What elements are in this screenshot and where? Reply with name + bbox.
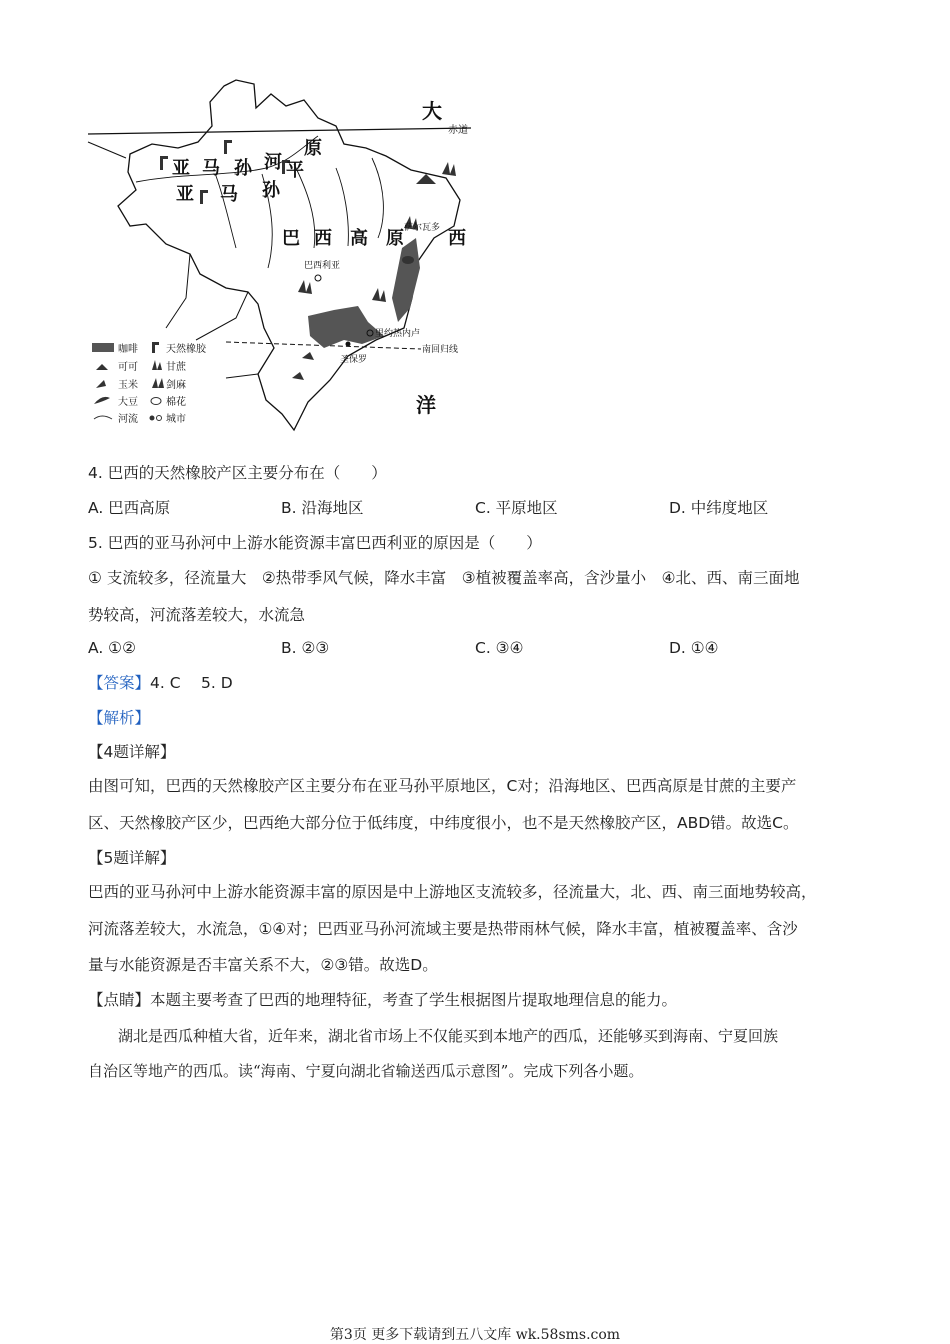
detail5-title: 【5题详解】 <box>88 849 176 867</box>
legend-soybean: 大豆 <box>118 397 138 408</box>
legend-cotton: 棉花 <box>166 397 186 408</box>
label-salvador: 萨尔瓦多 <box>404 223 441 233</box>
legend-coffee: 咖啡 <box>118 344 138 355</box>
river-char-3: 孙 <box>262 180 280 201</box>
plain-char-4: 平 <box>286 160 304 181</box>
label-xi: 西 <box>448 228 466 249</box>
detail4-line1: 由图可知，巴西的天然橡胶产区主要分布在亚马孙平原地区，C对；沿海地区、巴西高原是甘蔗的主要产 <box>88 777 797 795</box>
q5-statements-line2: 势较高，河流落差较大，水流急 <box>88 606 306 624</box>
river-char-2: 马 <box>220 184 238 205</box>
legend-sugarcane: 甘蔗 <box>166 362 186 373</box>
brasilia-marker <box>315 275 321 281</box>
brazil-agriculture-map <box>86 78 486 434</box>
label-brasilia: 巴西利亚 <box>304 261 341 271</box>
coffee-region-east <box>392 238 420 322</box>
plain-char-1: 亚 <box>172 158 190 179</box>
map-svg <box>86 78 486 434</box>
label-yang: 洋 <box>416 393 436 417</box>
label-saopaulo: 圣保罗 <box>340 355 368 365</box>
page-footer: 第3页 更多下载请到五八文库 wk.58sms.com <box>329 1327 621 1343</box>
plain-char-2: 马 <box>202 158 220 179</box>
q5-option-a[interactable]: A. ①② <box>88 639 136 657</box>
plateau-char-3: 高 <box>350 228 368 249</box>
legend-cocoa: 可可 <box>118 362 138 373</box>
legend-river: 河流 <box>118 414 138 425</box>
analysis-tag: 【解析】 <box>88 709 151 727</box>
legend-coffee-swatch <box>92 343 114 352</box>
plateau-char-4: 原 <box>386 228 404 249</box>
answer-line <box>88 673 233 693</box>
answer-tag: 【答案】 <box>88 674 151 692</box>
q4-option-d[interactable]: D. 中纬度地区 <box>669 499 769 517</box>
equator-line <box>88 128 471 134</box>
q5-option-c[interactable]: C. ③④ <box>475 639 524 657</box>
q4-option-a[interactable]: A. 巴西高原 <box>88 499 171 517</box>
legend-city: 城市 <box>166 414 186 425</box>
rivers <box>136 136 383 268</box>
label-rio: 里约热内卢 <box>375 329 421 339</box>
legend-corn: 玉米 <box>118 380 138 391</box>
answer-text: 4. C 5. D <box>150 674 233 692</box>
label-equator: 赤道 <box>448 125 468 136</box>
plain-char-5: 原 <box>304 138 322 159</box>
q5-option-b[interactable]: B. ②③ <box>281 639 330 657</box>
river-char-4: 河 <box>264 152 282 173</box>
q4-stem: 4. 巴西的天然橡胶产区主要分布在（ ） <box>88 464 387 482</box>
label-tropic: 南回归线 <box>422 345 459 355</box>
intro-line2: 自治区等地产的西瓜。读“海南、宁夏向湖北省输送西瓜示意图”。完成下列各小题。 <box>88 1062 644 1080</box>
plateau-char-2: 西 <box>314 228 332 249</box>
plateau-char-1: 巴 <box>282 228 300 249</box>
detail5-line3: 量与水能资源是否丰富关系不大，②③错。故选D。 <box>88 956 438 974</box>
river-char-1: 亚 <box>176 184 194 205</box>
q4-option-b[interactable]: B. 沿海地区 <box>281 499 364 517</box>
comment-line: 【点睛】本题主要考查了巴西的地理特征，考查了学生根据图片提取地理信息的能力。 <box>88 991 678 1009</box>
q5-stem: 5. 巴西的亚马孙河中上游水能资源丰富巴西利亚的原因是（ ） <box>88 534 542 552</box>
detail4-line2: 区、天然橡胶产区少，巴西绝大部分位于低纬度，中纬度很小，也不是天然橡胶产区，ABD错。故选C。 <box>88 814 799 832</box>
map-legend <box>92 342 207 425</box>
q4-option-c[interactable]: C. 平原地区 <box>475 499 558 517</box>
legend-sisal: 剑麻 <box>166 380 186 391</box>
q5-statements-line1: ① 支流较多，径流量大 ②热带季风气候，降水丰富 ③植被覆盖率高，含沙量小 ④北、西、南三面地 <box>88 569 800 587</box>
detail5-line1: 巴西的亚马孙河中上游水能资源丰富的原因是中上游地区支流较多，径流量大，北、西、南三面地势较高， <box>88 883 817 901</box>
label-da: 大 <box>422 99 442 123</box>
detail5-line2: 河流落差较大，水流急，①④对；巴西亚马孙河流域主要是热带雨林气候，降水丰富，植被覆盖率、含沙 <box>88 920 798 938</box>
saopaulo-marker <box>346 342 351 347</box>
intro-line1: 湖北是西瓜种植大省，近年来，湖北省市场上不仅能买到本地产的西瓜，还能够买到海南、宁夏回族 <box>118 1027 779 1045</box>
plain-char-3: 孙 <box>234 158 252 179</box>
legend-rubber: 天然橡胶 <box>166 344 206 355</box>
q5-option-d[interactable]: D. ①④ <box>669 639 719 657</box>
detail4-title: 【4题详解】 <box>88 743 176 761</box>
